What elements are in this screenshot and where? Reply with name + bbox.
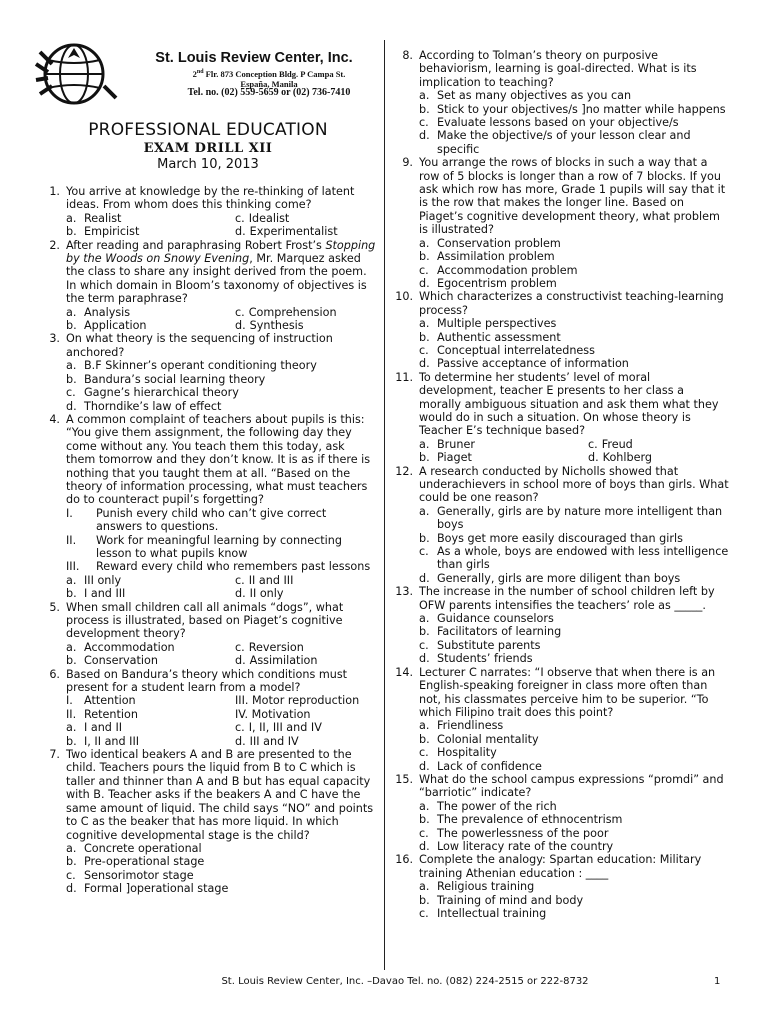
option-a: a. III only (66, 573, 122, 587)
option-b: b. Pre-operational stage (66, 855, 205, 869)
option-a: a. Realist (66, 211, 122, 225)
question-stem: According to Tolman’s theory on purposive behaviorism, learning is goal-directed. What is its implication to teaching? (419, 49, 697, 89)
roman-item-3: III. Motor reproduction (235, 694, 360, 708)
question-9 (393, 156, 729, 290)
option-a: a. Friendliness (419, 719, 504, 733)
question-7 (40, 748, 376, 895)
option-c: c. The powerlessness of the poor (419, 826, 609, 840)
option-list (66, 574, 376, 601)
center-telephone: Tel. no. (02) 559-5659 or (02) 736-7410 (187, 87, 351, 98)
question-number: 15. (395, 772, 413, 786)
question-stem: Based on Bandura’s theory which conditions must present for a student learn from a model? (66, 667, 348, 695)
question-number: 8. (402, 49, 413, 62)
option-b: b. Authentic assessment (419, 330, 561, 344)
roman-item-2: II. Retention (66, 707, 138, 721)
document-subtitle: EXAM DRILL XII (143, 141, 273, 156)
option-a: a. B.F Skinner’s operant conditioning theory (66, 359, 317, 373)
option-a: a. Accommodation (66, 640, 175, 654)
question-number: 6. (49, 667, 60, 681)
option-c: c. I, II, III and IV (235, 721, 322, 735)
option-c: c. As a whole, boys are endowed with less intelligence than girls (419, 545, 729, 572)
option-b: b. Boys get more easily discouraged than girls (419, 531, 683, 545)
question-stem: The increase in the number of school children left by OFW parents intensifies the teachers’ role as _____. (419, 585, 715, 612)
option-list (66, 212, 376, 239)
option-b: b. I and III (66, 587, 126, 601)
option-c: c. Intellectual training (419, 907, 547, 920)
option-a: a. Guidance counselors (419, 612, 554, 626)
document-title: PROFESSIONAL EDUCATION (88, 120, 328, 140)
question-stem: Complete the analogy: Spartan education: Military training Athenian education : ____ (419, 853, 702, 880)
option-c: c. Reversion (235, 640, 304, 654)
center-address: 2nd Flr. 873 Conception Bldg. P Campa St. España, Manila (192, 68, 346, 89)
question-16 (393, 853, 729, 920)
option-c: c. Evaluate lessons based on your objective/s (419, 116, 679, 130)
option-d: d. Lack of confidence (419, 759, 542, 773)
option-b: b. Conservation (66, 654, 158, 668)
roman-item-1: I. Attention (66, 694, 136, 708)
question-number: 5. (49, 600, 60, 614)
question-6 (40, 668, 376, 748)
review-center-logo (34, 42, 120, 106)
question-stem: A common complaint of teachers about pupils is this: “You give them assignment, the following day they come without any. You teach them this today, ask them tomorrow and they don’t know. It is as if there is nothing that you taught them at all. “Based on the theory of information processing, what must teachers do to counteract pupil’s forgetting? (66, 412, 371, 507)
option-list (419, 438, 729, 465)
option-b: b. Bandura’s social learning theory (66, 372, 266, 386)
question-stem: When small children call all animals “dogs”, what process is illustrated, based on Piaget’s cognitive development theory? (66, 600, 344, 641)
option-d: d. Formal ]operational stage (66, 882, 229, 896)
question-stem: What do the school campus expressions “promdi” and “barriotic” indicate? (419, 772, 724, 800)
question-13 (393, 585, 729, 665)
option-b: b. I, II and III (66, 734, 140, 748)
option-c: c. Substitute parents (419, 638, 541, 652)
question-stem: Lecturer C narrates: “I observe that when there is an English-speaking foreigner in class more often than not, his classmates perceive him to be superior. “To which Filipino trait does this point? (419, 665, 716, 719)
question-2 (40, 239, 376, 333)
question-stem: On what theory is the sequencing of instruction anchored? (66, 332, 333, 359)
column-divider (384, 40, 385, 970)
option-a: a. Generally, girls are by nature more intelligent than boys (419, 504, 723, 532)
option-d: d. III and IV (235, 734, 299, 748)
question-12 (393, 465, 729, 586)
question-number: 9. (402, 156, 413, 170)
option-a: a. Multiple perspectives (419, 317, 557, 331)
option-list (66, 306, 376, 333)
option-d: d. Experimentalist (235, 225, 338, 239)
question-10 (393, 290, 729, 370)
option-a: a. Concrete operational (66, 841, 202, 855)
option-b: b. Training of mind and body (419, 893, 584, 907)
question-number: 10. (395, 290, 413, 304)
option-a: a. Conservation problem (419, 236, 561, 250)
question-4 (40, 413, 376, 601)
footer-text: St. Louis Review Center, Inc. –Davao Tel. no. (082) 224-2515 or 222-8732 (221, 976, 589, 987)
question-number: 2. (49, 238, 60, 252)
question-1 (40, 185, 376, 239)
option-b: b. Colonial mentality (419, 732, 539, 746)
option-b: b. Piaget (419, 451, 472, 465)
option-b: b. Facilitators of learning (419, 625, 562, 639)
question-15 (393, 773, 729, 853)
option-d: d. Thorndike’s law of effect (66, 399, 222, 413)
option-b: b. Empiricist (66, 225, 140, 239)
question-number: 11. (395, 370, 413, 384)
option-b: b. Application (66, 319, 147, 333)
option-a: a. I and II (66, 721, 123, 735)
question-number: 1. (49, 185, 60, 198)
option-b: b. Assimilation problem (419, 250, 555, 264)
question-stem: Two identical beakers A and B are presented to the child. Teachers pours the liquid from B to C which is taller and thinner than A and B but has equal capacity with B. Teacher asks if the beakers A and C have the same amount of liquid. The child says “NO” and points to C as the beaker that has more liquid. In which cognitive developmental stage is the child? (66, 748, 374, 842)
option-d: d. Generally, girls are more diligent than boys (419, 571, 681, 585)
option-d: d. Synthesis (235, 319, 304, 333)
option-c: c. Accommodation problem (419, 263, 578, 277)
option-d: d. Students’ friends (419, 652, 533, 666)
page-number: 1 (714, 976, 721, 987)
option-b: b. Stick to your objectives/s ]no matter while happens (419, 102, 726, 116)
option-d: d. Make the objective/s of your lesson clear and specific (419, 129, 691, 156)
option-c: c. Sensorimotor stage (66, 868, 194, 882)
question-stem: You arrange the rows of blocks in such a way that a row of 5 blocks is longer than a row of 7 blocks. If you ask which row has more, Grade 1 pupils will say that it is the row that makes the longer line. Based on Piaget’s cognitive development theory, what problem is illustrated? (419, 156, 726, 237)
option-list (66, 641, 376, 668)
option-a: a. Bruner (419, 437, 475, 451)
option-c: c. II and III (235, 573, 294, 587)
question-8 (393, 49, 729, 156)
right-column (393, 49, 729, 920)
question-stem: After reading and paraphrasing Robert Frost’s Stopping by the Woods on Snowy Evening, Mr. Marquez asked the class to share any insight derived from the poem. In which domain in Bloom’s taxonomy of objectives is the term paraphrase? (66, 238, 376, 306)
option-list (66, 721, 376, 748)
option-a: a. The power of the rich (419, 799, 557, 813)
option-b: b. The prevalence of ethnocentrism (419, 813, 623, 827)
option-c: c. Idealist (235, 211, 290, 225)
question-stem: A research conducted by Nicholls showed that underachievers in school more of boys than girls. What could be one reason? (419, 464, 729, 505)
roman-item-list (66, 694, 376, 721)
question-stem: You arrive at knowledge by the re-thinking of latent ideas. From whom does this thinking come? (66, 185, 355, 212)
option-c: c. Conceptual interrelatedness (419, 343, 595, 357)
roman-item-1: I. Punish every child who can’t give correct answers to questions. (66, 506, 327, 534)
option-c: c. Comprehension (235, 305, 337, 319)
question-number: 14. (395, 665, 413, 679)
option-d: d. Kohlberg (588, 451, 652, 465)
question-number: 4. (49, 412, 60, 426)
question-number: 13. (395, 585, 413, 599)
option-a: a. Set as many objectives as you can (419, 89, 632, 103)
option-d: d. II only (235, 587, 284, 601)
question-stem: To determine her students’ level of moral development, teacher E presents to her class a morally ambiguous situation and ask them what they would do in such a situation. On whose theory is Teacher E’s technique based? (419, 370, 719, 438)
option-d: d. Low literacy rate of the country (419, 839, 614, 853)
question-number: 12. (395, 464, 413, 478)
option-c: c. Hospitality (419, 746, 497, 760)
question-number: 7. (49, 748, 60, 762)
option-d: d. Passive acceptance of information (419, 357, 629, 371)
question-number: 16. (395, 853, 413, 867)
poem-title: Stopping by the Woods on Snowy Evening (66, 238, 376, 266)
option-a: a. Analysis (66, 305, 131, 319)
question-11 (393, 371, 729, 465)
option-c: c. Gagne’s hierarchical theory (66, 386, 239, 400)
question-stem: Which characterizes a constructivist teaching-learning process? (419, 290, 724, 317)
question-5 (40, 601, 376, 668)
option-a: a. Religious training (419, 880, 535, 894)
roman-item-2: II. Work for meaningful learning by connecting lesson to what pupils know (66, 533, 342, 560)
center-name: St. Louis Review Center, Inc. (155, 50, 353, 66)
document-date: March 10, 2013 (157, 157, 259, 172)
option-c: c. Freud (588, 437, 633, 451)
question-14 (393, 666, 729, 773)
roman-item-4: IV. Motivation (235, 707, 311, 721)
left-column (40, 185, 376, 896)
option-d: d. Assimilation (235, 654, 318, 668)
question-number: 3. (49, 332, 60, 346)
roman-item-3: III. Reward every child who remembers past lessons (66, 560, 371, 574)
page-header (34, 40, 374, 106)
question-3 (40, 332, 376, 412)
option-d: d. Egocentrism problem (419, 276, 557, 290)
